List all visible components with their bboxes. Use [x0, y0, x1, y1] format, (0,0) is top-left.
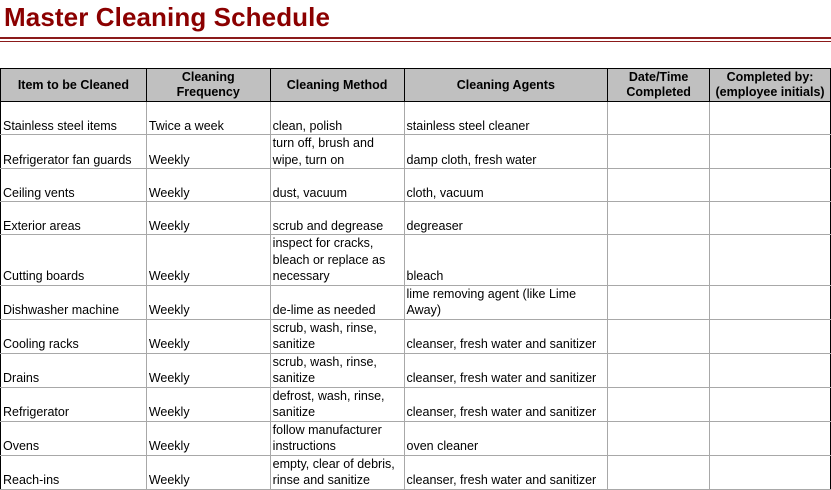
- cell-method: defrost, wash, rinse, sanitize: [270, 387, 404, 421]
- cell-frequency: Weekly: [146, 319, 270, 353]
- cell-agents: cleanser, fresh water and sanitizer: [404, 353, 608, 387]
- header-datetime: Date/Time Completed: [608, 69, 710, 102]
- table-row: [1, 169, 831, 202]
- cell-agents: cleanser, fresh water and sanitizer: [404, 387, 608, 421]
- header-frequency: Cleaning Frequency: [146, 69, 270, 102]
- cell-item: Ovens: [1, 421, 147, 455]
- cell-agents: bleach: [404, 235, 608, 286]
- cell-initials[interactable]: [710, 102, 831, 135]
- cell-item: Cooling racks: [1, 319, 147, 353]
- cell-agents: damp cloth, fresh water: [404, 135, 608, 169]
- cell-item: Cutting boards: [1, 235, 147, 286]
- cell-item: Reach-ins: [1, 455, 147, 489]
- table-row: [1, 102, 831, 135]
- cell-frequency: Twice a week: [146, 102, 270, 135]
- cell-item: Ceiling vents: [1, 169, 147, 202]
- header-row: [1, 69, 831, 102]
- cell-agents: cloth, vacuum: [404, 169, 608, 202]
- cell-datetime[interactable]: [608, 235, 710, 286]
- cell-item: Dishwasher machine: [1, 285, 147, 319]
- header-method: Cleaning Method: [270, 69, 404, 102]
- cell-agents: stainless steel cleaner: [404, 102, 608, 135]
- cell-initials[interactable]: [710, 387, 831, 421]
- cell-frequency: Weekly: [146, 169, 270, 202]
- title-rule-thin: [0, 41, 831, 42]
- cell-method: inspect for cracks, bleach or replace as necessary: [270, 235, 404, 286]
- cell-agents: degreaser: [404, 202, 608, 235]
- table-row: [1, 135, 831, 169]
- cell-datetime[interactable]: [608, 353, 710, 387]
- header-item: Item to be Cleaned: [1, 69, 147, 102]
- cell-initials[interactable]: [710, 285, 831, 319]
- cell-initials[interactable]: [710, 353, 831, 387]
- cell-datetime[interactable]: [608, 387, 710, 421]
- cell-initials[interactable]: [710, 319, 831, 353]
- cell-initials[interactable]: [710, 235, 831, 286]
- cell-agents: oven cleaner: [404, 421, 608, 455]
- cell-frequency: Weekly: [146, 235, 270, 286]
- cell-frequency: Weekly: [146, 135, 270, 169]
- cell-method: empty, clear of debris, rinse and sanitize: [270, 455, 404, 489]
- cell-method: scrub, wash, rinse, sanitize: [270, 319, 404, 353]
- cell-datetime[interactable]: [608, 135, 710, 169]
- cell-initials[interactable]: [710, 421, 831, 455]
- cell-agents: lime removing agent (like Lime Away): [404, 285, 608, 319]
- cell-initials[interactable]: [710, 135, 831, 169]
- cell-method: de-lime as needed: [270, 285, 404, 319]
- page-title: Master Cleaning Schedule: [4, 2, 331, 32]
- cell-method: scrub, wash, rinse, sanitize: [270, 353, 404, 387]
- cell-datetime[interactable]: [608, 421, 710, 455]
- cell-initials[interactable]: [710, 169, 831, 202]
- cell-agents: cleanser, fresh water and sanitizer: [404, 319, 608, 353]
- cell-item: Stainless steel items: [1, 102, 147, 135]
- cell-initials[interactable]: [710, 202, 831, 235]
- table-row: [1, 421, 831, 455]
- cell-item: Drains: [1, 353, 147, 387]
- cell-frequency: Weekly: [146, 387, 270, 421]
- header-initials: Completed by: (employee initials): [710, 69, 831, 102]
- header-agents: Cleaning Agents: [404, 69, 608, 102]
- cell-method: clean, polish: [270, 102, 404, 135]
- table-row: [1, 353, 831, 387]
- cell-datetime[interactable]: [608, 169, 710, 202]
- cell-item: Exterior areas: [1, 202, 147, 235]
- cell-datetime[interactable]: [608, 202, 710, 235]
- table-row: [1, 235, 831, 286]
- table-row: [1, 285, 831, 319]
- cell-method: turn off, brush and wipe, turn on: [270, 135, 404, 169]
- cell-frequency: Weekly: [146, 285, 270, 319]
- cell-datetime[interactable]: [608, 102, 710, 135]
- table-row: [1, 319, 831, 353]
- cell-datetime[interactable]: [608, 319, 710, 353]
- cell-datetime[interactable]: [608, 285, 710, 319]
- cell-item: Refrigerator fan guards: [1, 135, 147, 169]
- cell-frequency: Weekly: [146, 421, 270, 455]
- cell-frequency: Weekly: [146, 455, 270, 489]
- cell-frequency: Weekly: [146, 202, 270, 235]
- cell-frequency: Weekly: [146, 353, 270, 387]
- cell-method: scrub and degrease: [270, 202, 404, 235]
- table-row: [1, 202, 831, 235]
- table-row: [1, 387, 831, 421]
- cleaning-schedule-table: [0, 68, 831, 490]
- title-rule-thick: [0, 37, 831, 39]
- cell-item: Refrigerator: [1, 387, 147, 421]
- cell-method: follow manufacturer instructions: [270, 421, 404, 455]
- cell-agents: cleanser, fresh water and sanitizer: [404, 455, 608, 489]
- cell-method: dust, vacuum: [270, 169, 404, 202]
